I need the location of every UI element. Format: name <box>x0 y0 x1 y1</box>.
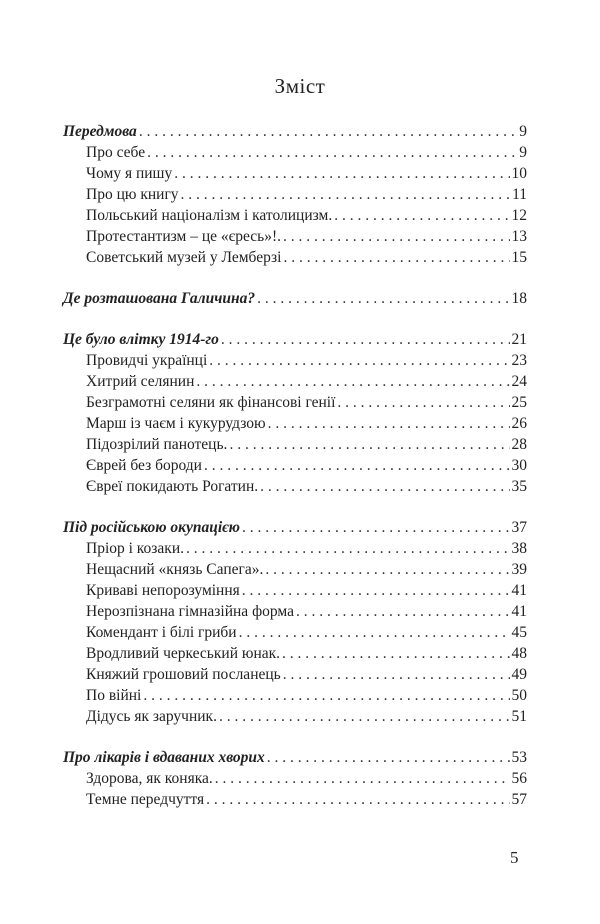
toc-entry-title: Протестантизм – це «єресь»!. <box>86 228 282 245</box>
dot-leader <box>337 392 509 413</box>
toc-subsection[interactable] <box>63 622 527 643</box>
toc-subsection[interactable] <box>63 434 527 455</box>
toc-entry-title: Польський націоналізм і католицизм. <box>86 207 333 224</box>
dot-leader <box>260 476 509 497</box>
dot-leader <box>283 664 510 685</box>
toc-entry-page: 48 <box>511 645 527 662</box>
toc-subsection[interactable] <box>63 392 527 413</box>
toc-entry-page: 30 <box>511 457 527 474</box>
toc-entry-title: Це було влітку 1914-го <box>63 331 219 348</box>
toc-entry-title: Марш із чаєм і кукурудзою <box>86 415 266 432</box>
toc-entry-page: 13 <box>511 228 527 245</box>
toc-entry-page: 38 <box>511 540 527 557</box>
toc-subsection[interactable] <box>63 247 527 268</box>
dot-leader <box>186 538 509 559</box>
toc-entry-page: 51 <box>511 708 527 725</box>
toc-entry-title: Про цю книгу <box>86 186 179 203</box>
toc-entry-page: 23 <box>511 352 527 369</box>
toc-entry-page: 9 <box>519 144 527 161</box>
toc-entry-title: Криваві непорозуміння <box>86 582 240 599</box>
toc-entry-page: 41 <box>511 603 527 620</box>
toc-subsection[interactable] <box>63 205 527 226</box>
toc-subsection[interactable] <box>63 685 527 706</box>
toc-section <box>63 747 527 810</box>
dot-leader <box>219 706 510 727</box>
toc-entry-page: 12 <box>511 207 527 224</box>
toc-entry-page: 24 <box>511 373 527 390</box>
toc-section <box>63 329 527 497</box>
dot-leader <box>265 559 509 580</box>
toc-subsection[interactable] <box>63 664 527 685</box>
toc-subsection[interactable] <box>63 580 527 601</box>
page-title: Зміст <box>274 74 326 98</box>
toc-entry-page: 9 <box>519 123 527 140</box>
toc-entry-title: По війні <box>86 687 142 704</box>
toc-chapter[interactable] <box>63 517 527 538</box>
toc-subsection[interactable] <box>63 184 527 205</box>
toc-subsection[interactable] <box>63 142 527 163</box>
toc-entry-title: Під російською окупацією <box>63 519 240 536</box>
dot-leader <box>206 789 509 810</box>
toc-section <box>63 121 527 268</box>
toc-subsection[interactable] <box>63 559 527 580</box>
toc-subsection[interactable] <box>63 226 527 247</box>
page-number: 5 <box>510 848 519 867</box>
toc-subsection[interactable] <box>63 768 527 789</box>
toc-entry-title: Советський музей у Лемберзі <box>86 249 282 266</box>
toc-entry-page: 41 <box>511 582 527 599</box>
dot-leader <box>147 142 517 163</box>
toc-subsection[interactable] <box>63 789 527 810</box>
toc-entry-title: Пріор і козаки. <box>86 540 185 557</box>
toc-entry-page: 50 <box>511 687 527 704</box>
toc-subsection[interactable] <box>63 163 527 184</box>
dot-leader <box>181 184 511 205</box>
toc-section <box>63 288 527 309</box>
toc-subsection[interactable] <box>63 413 527 434</box>
toc-entry-title: Євреї покидають Рогатин. <box>86 478 259 495</box>
toc-entry-page: 15 <box>511 249 527 266</box>
toc-subsection[interactable] <box>63 601 527 622</box>
toc-entry-title: Нещасний «князь Сапега». <box>86 561 264 578</box>
dot-leader <box>268 413 510 434</box>
toc-entry-page: 11 <box>512 186 527 203</box>
dot-leader <box>334 205 509 226</box>
toc-entry-title: Темне передчуття <box>86 791 205 808</box>
toc-entry-title: Нерозпізнана гімназійна форма <box>86 603 294 620</box>
toc-entry-title: Здорова, як коняка. <box>86 770 213 787</box>
toc-subsection[interactable] <box>63 350 527 371</box>
dot-leader <box>209 350 509 371</box>
toc-subsection[interactable] <box>63 706 527 727</box>
toc-entry-page: 26 <box>511 415 527 432</box>
dot-leader <box>215 768 510 789</box>
toc-subsection[interactable] <box>63 455 527 476</box>
toc-entry-title: Про лікарів і вдаваних хворих <box>63 749 265 766</box>
toc-entry-title: Княжий грошовий посланець <box>86 666 281 683</box>
toc-subsection[interactable] <box>63 538 527 559</box>
toc-entry-page: 37 <box>511 519 527 536</box>
toc-chapter[interactable] <box>63 121 527 142</box>
toc-entry-page: 28 <box>511 436 527 453</box>
toc-entry-title: Вродливий черкеський юнак. <box>86 645 281 662</box>
toc-entry-page: 10 <box>511 165 527 182</box>
dot-leader <box>242 517 510 538</box>
dot-leader <box>267 747 510 768</box>
toc-chapter[interactable] <box>63 288 527 309</box>
toc-entry-title: Про себе <box>86 144 146 161</box>
dot-leader <box>282 643 509 664</box>
toc-entry-page: 53 <box>511 749 527 766</box>
dot-leader <box>257 288 509 309</box>
table-of-contents <box>63 121 527 830</box>
dot-leader <box>139 121 517 142</box>
toc-subsection[interactable] <box>63 643 527 664</box>
toc-entry-title: Дідусь як заручник. <box>86 708 217 725</box>
toc-entry-page: 21 <box>511 331 527 348</box>
dot-leader <box>283 247 509 268</box>
toc-entry-title: Безграмотні селяни як фінансові генії <box>86 394 336 411</box>
toc-entry-page: 49 <box>511 666 527 683</box>
toc-subsection[interactable] <box>63 371 527 392</box>
toc-subsection[interactable] <box>63 476 527 497</box>
dot-leader <box>174 163 509 184</box>
toc-chapter[interactable] <box>63 329 527 350</box>
dot-leader <box>283 226 509 247</box>
dot-leader <box>196 371 509 392</box>
toc-entry-page: 35 <box>511 478 527 495</box>
toc-entry-page: 45 <box>511 624 527 641</box>
toc-entry-title: Підозрілий панотець. <box>86 436 228 453</box>
toc-entry-title: Передмова <box>63 123 137 140</box>
toc-entry-title: Провидчі українці <box>86 352 208 369</box>
toc-section <box>63 517 527 727</box>
dot-leader <box>143 685 509 706</box>
dot-leader <box>296 601 510 622</box>
toc-entry-page: 18 <box>511 290 527 307</box>
dot-leader <box>221 329 510 350</box>
toc-chapter[interactable] <box>63 747 527 768</box>
dot-leader <box>239 622 510 643</box>
toc-entry-page: 25 <box>511 394 527 411</box>
toc-entry-page: 57 <box>511 791 527 808</box>
toc-entry-page: 56 <box>511 770 527 787</box>
toc-entry-title: Де розташована Галичина? <box>63 290 256 307</box>
dot-leader <box>204 455 510 476</box>
dot-leader <box>242 580 510 601</box>
toc-entry-title: Чому я пишу <box>86 165 173 182</box>
dot-leader <box>229 434 509 455</box>
toc-entry-title: Комендант і білі гриби <box>86 624 237 641</box>
toc-entry-page: 39 <box>511 561 527 578</box>
toc-entry-title: Єврей без бороди <box>86 457 202 474</box>
toc-entry-title: Хитрий селянин <box>86 373 195 390</box>
